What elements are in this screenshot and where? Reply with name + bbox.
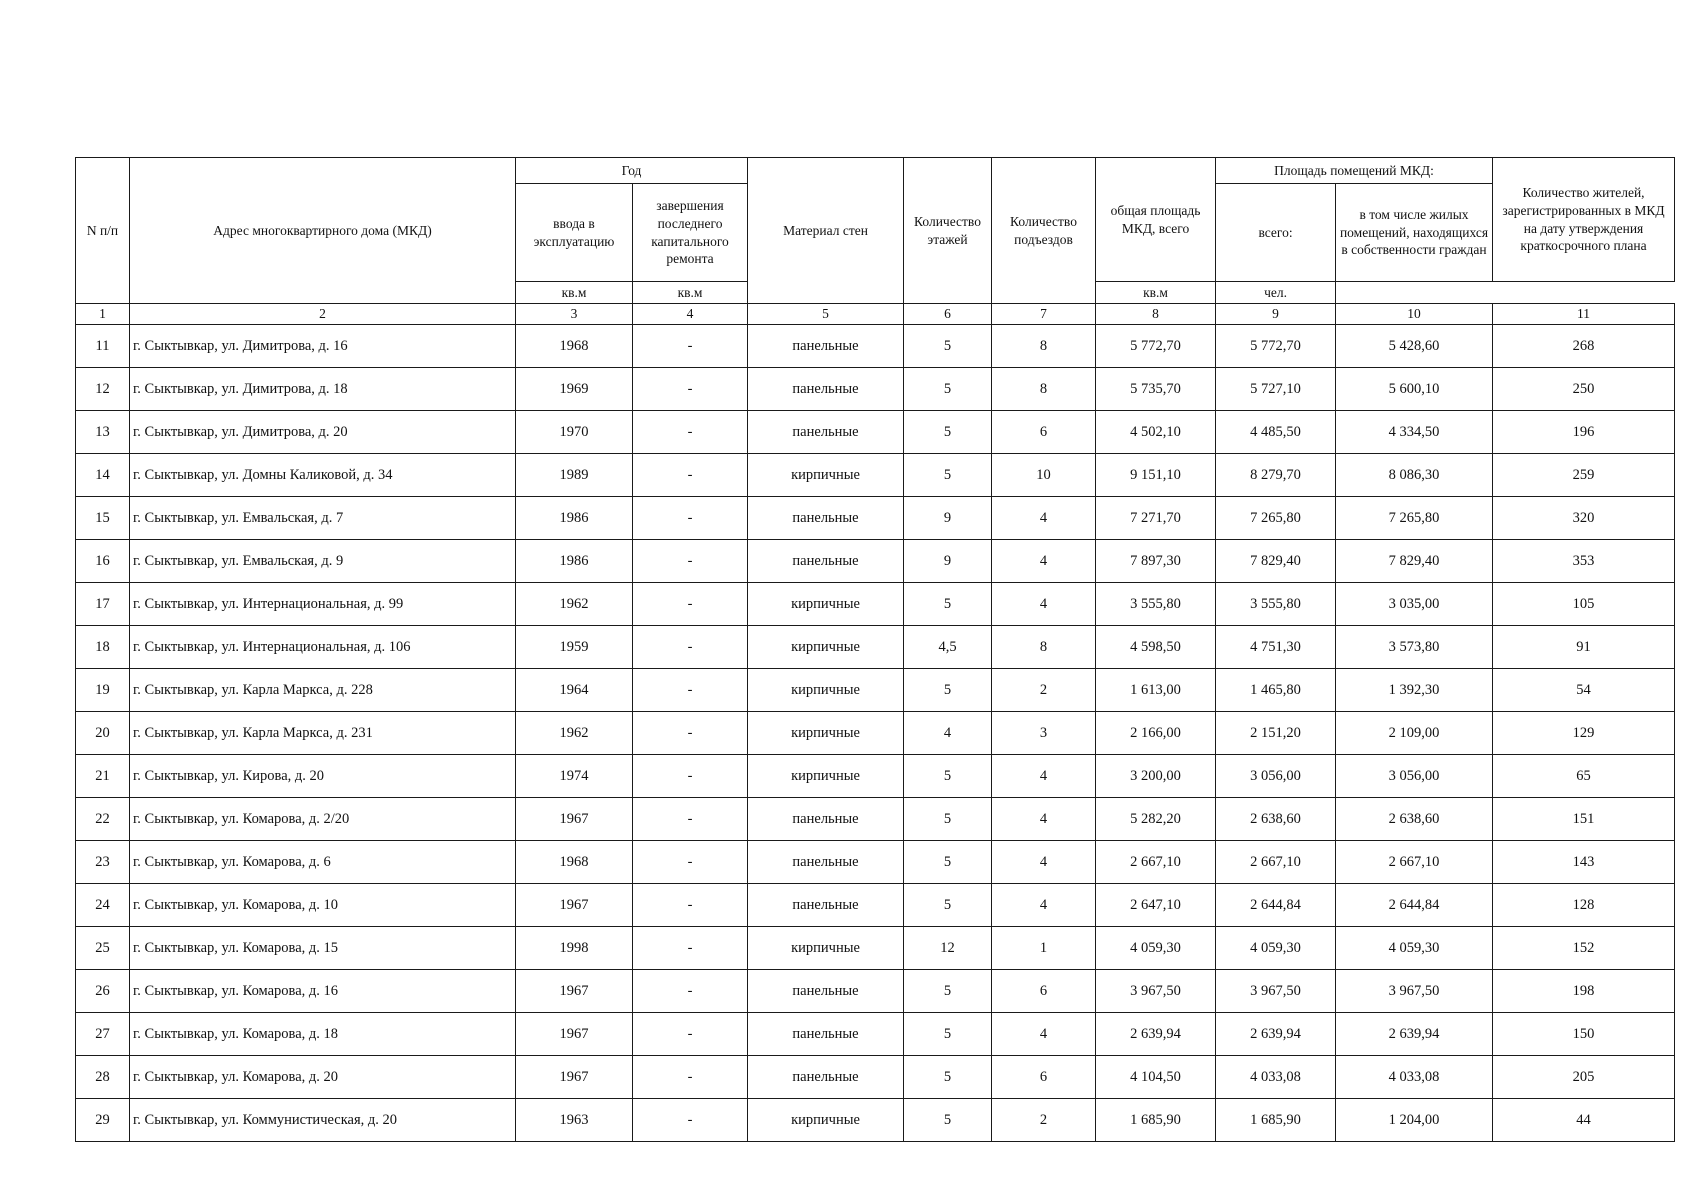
total-area-cell: 7 897,30 <box>1096 540 1216 583</box>
year-commission-cell: 1963 <box>516 1099 633 1142</box>
residents-cell: 320 <box>1493 497 1675 540</box>
address-cell: г. Сыктывкар, ул. Комарова, д. 18 <box>130 1013 516 1056</box>
year-repair-cell: - <box>633 884 748 927</box>
column-number: 3 <box>516 304 633 325</box>
floors-cell: 4,5 <box>904 626 992 669</box>
entrances-cell: 6 <box>992 970 1096 1013</box>
column-number: 11 <box>1493 304 1675 325</box>
year-commission-cell: 1968 <box>516 325 633 368</box>
year-commission-cell: 1970 <box>516 411 633 454</box>
residents-cell: 353 <box>1493 540 1675 583</box>
total-area-cell: 3 555,80 <box>1096 583 1216 626</box>
column-number: 5 <box>748 304 904 325</box>
year-repair-cell: - <box>633 1056 748 1099</box>
year-commission-cell: 1998 <box>516 927 633 970</box>
address-cell: г. Сыктывкар, ул. Интернациональная, д. 106 <box>130 626 516 669</box>
floors-cell: 5 <box>904 368 992 411</box>
year-repair-cell: - <box>633 841 748 884</box>
material-cell: панельные <box>748 884 904 927</box>
table-row <box>76 884 1675 927</box>
header-residents: Количество жителей, зарегистрированных в МКД на дату утверждения краткосрочного плана <box>1493 158 1675 282</box>
year-repair-cell: - <box>633 583 748 626</box>
floors-cell: 4 <box>904 712 992 755</box>
entrances-cell: 6 <box>992 411 1096 454</box>
premises-total-cell: 4 059,30 <box>1216 927 1336 970</box>
column-number: 4 <box>633 304 748 325</box>
premises-residential-cell: 3 056,00 <box>1336 755 1493 798</box>
material-cell: панельные <box>748 368 904 411</box>
header-total-area: общая площадь МКД, всего <box>1096 158 1216 282</box>
premises-residential-cell: 5 600,10 <box>1336 368 1493 411</box>
total-area-cell: 1 613,00 <box>1096 669 1216 712</box>
premises-total-cell: 4 485,50 <box>1216 411 1336 454</box>
unit-total-area: кв.м <box>516 282 633 304</box>
year-repair-cell: - <box>633 368 748 411</box>
year-commission-cell: 1967 <box>516 1013 633 1056</box>
row-number-cell: 18 <box>76 626 130 669</box>
table-body <box>76 325 1675 1142</box>
floors-cell: 5 <box>904 583 992 626</box>
table-row <box>76 411 1675 454</box>
floors-cell: 5 <box>904 798 992 841</box>
premises-residential-cell: 1 392,30 <box>1336 669 1493 712</box>
premises-total-cell: 2 151,20 <box>1216 712 1336 755</box>
floors-cell: 9 <box>904 497 992 540</box>
floors-cell: 12 <box>904 927 992 970</box>
floors-cell: 5 <box>904 841 992 884</box>
row-number-cell: 22 <box>76 798 130 841</box>
year-commission-cell: 1967 <box>516 798 633 841</box>
total-area-cell: 4 598,50 <box>1096 626 1216 669</box>
premises-total-cell: 1 685,90 <box>1216 1099 1336 1142</box>
column-number: 2 <box>130 304 516 325</box>
premises-total-cell: 3 555,80 <box>1216 583 1336 626</box>
table-row <box>76 497 1675 540</box>
floors-cell: 5 <box>904 454 992 497</box>
year-repair-cell: - <box>633 411 748 454</box>
residents-cell: 152 <box>1493 927 1675 970</box>
premises-residential-cell: 4 033,08 <box>1336 1056 1493 1099</box>
material-cell: панельные <box>748 497 904 540</box>
year-repair-cell: - <box>633 325 748 368</box>
year-repair-cell: - <box>633 755 748 798</box>
premises-residential-cell: 8 086,30 <box>1336 454 1493 497</box>
header-material: Материал стен <box>748 158 904 304</box>
premises-total-cell: 5 727,10 <box>1216 368 1336 411</box>
year-commission-cell: 1967 <box>516 884 633 927</box>
premises-total-cell: 8 279,70 <box>1216 454 1336 497</box>
year-repair-cell: - <box>633 712 748 755</box>
address-cell: г. Сыктывкар, ул. Комарова, д. 10 <box>130 884 516 927</box>
header-floors: Количество этажей <box>904 158 992 304</box>
total-area-cell: 5 735,70 <box>1096 368 1216 411</box>
year-commission-cell: 1968 <box>516 841 633 884</box>
floors-cell: 5 <box>904 884 992 927</box>
column-number: 8 <box>1096 304 1216 325</box>
row-number-cell: 17 <box>76 583 130 626</box>
residents-cell: 205 <box>1493 1056 1675 1099</box>
address-cell: г. Сыктывкар, ул. Емвальская, д. 9 <box>130 540 516 583</box>
material-cell: кирпичные <box>748 927 904 970</box>
column-number: 9 <box>1216 304 1336 325</box>
row-number-cell: 27 <box>76 1013 130 1056</box>
table-row <box>76 583 1675 626</box>
row-number-cell: 11 <box>76 325 130 368</box>
residents-cell: 44 <box>1493 1099 1675 1142</box>
year-commission-cell: 1969 <box>516 368 633 411</box>
table-row <box>76 927 1675 970</box>
premises-residential-cell: 5 428,60 <box>1336 325 1493 368</box>
material-cell: панельные <box>748 1013 904 1056</box>
premises-total-cell: 3 056,00 <box>1216 755 1336 798</box>
premises-total-cell: 4 751,30 <box>1216 626 1336 669</box>
material-cell: панельные <box>748 325 904 368</box>
year-repair-cell: - <box>633 927 748 970</box>
premises-residential-cell: 2 639,94 <box>1336 1013 1493 1056</box>
year-commission-cell: 1989 <box>516 454 633 497</box>
table-row <box>76 325 1675 368</box>
address-cell: г. Сыктывкар, ул. Комарова, д. 20 <box>130 1056 516 1099</box>
table-row <box>76 841 1675 884</box>
residents-cell: 91 <box>1493 626 1675 669</box>
premises-residential-cell: 3 035,00 <box>1336 583 1493 626</box>
header-year: Год <box>516 158 748 184</box>
row-number-cell: 23 <box>76 841 130 884</box>
total-area-cell: 2 647,10 <box>1096 884 1216 927</box>
premises-residential-cell: 3 967,50 <box>1336 970 1493 1013</box>
year-repair-cell: - <box>633 497 748 540</box>
header-premises-residential: в том числе жилых помещений, находящихся в собственности граждан <box>1336 184 1493 282</box>
floors-cell: 5 <box>904 325 992 368</box>
address-cell: г. Сыктывкар, ул. Коммунистическая, д. 20 <box>130 1099 516 1142</box>
row-number-cell: 14 <box>76 454 130 497</box>
year-repair-cell: - <box>633 626 748 669</box>
column-number: 10 <box>1336 304 1493 325</box>
row-number-cell: 16 <box>76 540 130 583</box>
total-area-cell: 5 772,70 <box>1096 325 1216 368</box>
entrances-cell: 4 <box>992 798 1096 841</box>
residents-cell: 198 <box>1493 970 1675 1013</box>
material-cell: панельные <box>748 798 904 841</box>
entrances-cell: 3 <box>992 712 1096 755</box>
year-commission-cell: 1962 <box>516 583 633 626</box>
material-cell: кирпичные <box>748 583 904 626</box>
premises-total-cell: 7 829,40 <box>1216 540 1336 583</box>
table-row <box>76 368 1675 411</box>
residents-cell: 150 <box>1493 1013 1675 1056</box>
material-cell: кирпичные <box>748 669 904 712</box>
premises-residential-cell: 2 109,00 <box>1336 712 1493 755</box>
table-row <box>76 669 1675 712</box>
floors-cell: 5 <box>904 755 992 798</box>
floors-cell: 5 <box>904 1013 992 1056</box>
entrances-cell: 8 <box>992 368 1096 411</box>
table-row <box>76 454 1675 497</box>
year-commission-cell: 1962 <box>516 712 633 755</box>
residents-cell: 259 <box>1493 454 1675 497</box>
table-row <box>76 755 1675 798</box>
residents-cell: 65 <box>1493 755 1675 798</box>
premises-residential-cell: 1 204,00 <box>1336 1099 1493 1142</box>
residents-cell: 129 <box>1493 712 1675 755</box>
header-premises-total: всего: <box>1216 184 1336 282</box>
address-cell: г. Сыктывкар, ул. Карла Маркса, д. 228 <box>130 669 516 712</box>
table-row <box>76 798 1675 841</box>
row-number-cell: 12 <box>76 368 130 411</box>
premises-residential-cell: 3 573,80 <box>1336 626 1493 669</box>
unit-premises-residential: кв.м <box>1096 282 1216 304</box>
entrances-cell: 8 <box>992 325 1096 368</box>
address-cell: г. Сыктывкар, ул. Интернациональная, д. 99 <box>130 583 516 626</box>
entrances-cell: 10 <box>992 454 1096 497</box>
year-commission-cell: 1967 <box>516 970 633 1013</box>
address-cell: г. Сыктывкар, ул. Димитрова, д. 16 <box>130 325 516 368</box>
premises-residential-cell: 2 644,84 <box>1336 884 1493 927</box>
year-repair-cell: - <box>633 540 748 583</box>
year-repair-cell: - <box>633 669 748 712</box>
address-cell: г. Сыктывкар, ул. Кирова, д. 20 <box>130 755 516 798</box>
floors-cell: 5 <box>904 1056 992 1099</box>
premises-total-cell: 4 033,08 <box>1216 1056 1336 1099</box>
total-area-cell: 2 667,10 <box>1096 841 1216 884</box>
table-header <box>76 158 1675 325</box>
table-row <box>76 626 1675 669</box>
entrances-cell: 4 <box>992 1013 1096 1056</box>
year-commission-cell: 1959 <box>516 626 633 669</box>
premises-total-cell: 2 638,60 <box>1216 798 1336 841</box>
premises-total-cell: 2 667,10 <box>1216 841 1336 884</box>
column-number: 7 <box>992 304 1096 325</box>
entrances-cell: 2 <box>992 669 1096 712</box>
material-cell: кирпичные <box>748 1099 904 1142</box>
unit-residents: чел. <box>1216 282 1336 304</box>
total-area-cell: 3 200,00 <box>1096 755 1216 798</box>
total-area-cell: 4 502,10 <box>1096 411 1216 454</box>
address-cell: г. Сыктывкар, ул. Емвальская, д. 7 <box>130 497 516 540</box>
entrances-cell: 4 <box>992 841 1096 884</box>
residents-cell: 268 <box>1493 325 1675 368</box>
row-number-cell: 29 <box>76 1099 130 1142</box>
year-commission-cell: 1986 <box>516 497 633 540</box>
row-number-cell: 25 <box>76 927 130 970</box>
premises-total-cell: 3 967,50 <box>1216 970 1336 1013</box>
material-cell: кирпичные <box>748 755 904 798</box>
year-commission-cell: 1964 <box>516 669 633 712</box>
residents-cell: 128 <box>1493 884 1675 927</box>
row-number-cell: 19 <box>76 669 130 712</box>
column-number: 1 <box>76 304 130 325</box>
premises-total-cell: 2 639,94 <box>1216 1013 1336 1056</box>
address-cell: г. Сыктывкар, ул. Карла Маркса, д. 231 <box>130 712 516 755</box>
column-number: 6 <box>904 304 992 325</box>
address-cell: г. Сыктывкар, ул. Комарова, д. 2/20 <box>130 798 516 841</box>
table-row <box>76 1099 1675 1142</box>
material-cell: панельные <box>748 411 904 454</box>
entrances-cell: 6 <box>992 1056 1096 1099</box>
table-row <box>76 1056 1675 1099</box>
floors-cell: 5 <box>904 970 992 1013</box>
premises-residential-cell: 7 829,40 <box>1336 540 1493 583</box>
entrances-cell: 2 <box>992 1099 1096 1142</box>
premises-total-cell: 1 465,80 <box>1216 669 1336 712</box>
year-commission-cell: 1986 <box>516 540 633 583</box>
floors-cell: 9 <box>904 540 992 583</box>
floors-cell: 5 <box>904 1099 992 1142</box>
premises-residential-cell: 7 265,80 <box>1336 497 1493 540</box>
premises-residential-cell: 2 667,10 <box>1336 841 1493 884</box>
year-repair-cell: - <box>633 1013 748 1056</box>
residents-cell: 105 <box>1493 583 1675 626</box>
total-area-cell: 4 104,50 <box>1096 1056 1216 1099</box>
material-cell: кирпичные <box>748 712 904 755</box>
year-commission-cell: 1967 <box>516 1056 633 1099</box>
table-row <box>76 540 1675 583</box>
entrances-cell: 4 <box>992 497 1096 540</box>
year-repair-cell: - <box>633 1099 748 1142</box>
material-cell: кирпичные <box>748 454 904 497</box>
address-cell: г. Сыктывкар, ул. Димитрова, д. 18 <box>130 368 516 411</box>
year-repair-cell: - <box>633 798 748 841</box>
entrances-cell: 1 <box>992 927 1096 970</box>
premises-residential-cell: 2 638,60 <box>1336 798 1493 841</box>
total-area-cell: 7 271,70 <box>1096 497 1216 540</box>
header-address: Адрес многоквартирного дома (МКД) <box>130 158 516 304</box>
premises-total-cell: 2 644,84 <box>1216 884 1336 927</box>
entrances-cell: 8 <box>992 626 1096 669</box>
premises-residential-cell: 4 059,30 <box>1336 927 1493 970</box>
year-repair-cell: - <box>633 454 748 497</box>
residents-cell: 196 <box>1493 411 1675 454</box>
residents-cell: 143 <box>1493 841 1675 884</box>
premises-residential-cell: 4 334,50 <box>1336 411 1493 454</box>
housing-register-table <box>75 157 1675 1142</box>
address-cell: г. Сыктывкар, ул. Комарова, д. 15 <box>130 927 516 970</box>
total-area-cell: 5 282,20 <box>1096 798 1216 841</box>
table-row <box>76 970 1675 1013</box>
header-premises-area: Площадь помещений МКД: <box>1216 158 1493 184</box>
total-area-cell: 2 166,00 <box>1096 712 1216 755</box>
material-cell: панельные <box>748 841 904 884</box>
row-number-cell: 28 <box>76 1056 130 1099</box>
total-area-cell: 2 639,94 <box>1096 1013 1216 1056</box>
entrances-cell: 4 <box>992 884 1096 927</box>
year-repair-cell: - <box>633 970 748 1013</box>
unit-premises-total: кв.м <box>633 282 748 304</box>
address-cell: г. Сыктывкар, ул. Комарова, д. 6 <box>130 841 516 884</box>
header-year-commission: ввода в эксплуатацию <box>516 184 633 282</box>
header-n: N п/п <box>76 158 130 304</box>
row-number-cell: 21 <box>76 755 130 798</box>
premises-total-cell: 5 772,70 <box>1216 325 1336 368</box>
total-area-cell: 4 059,30 <box>1096 927 1216 970</box>
total-area-cell: 1 685,90 <box>1096 1099 1216 1142</box>
premises-total-cell: 7 265,80 <box>1216 497 1336 540</box>
total-area-cell: 9 151,10 <box>1096 454 1216 497</box>
row-number-cell: 26 <box>76 970 130 1013</box>
address-cell: г. Сыктывкар, ул. Димитрова, д. 20 <box>130 411 516 454</box>
address-cell: г. Сыктывкар, ул. Комарова, д. 16 <box>130 970 516 1013</box>
table-row <box>76 712 1675 755</box>
row-number-cell: 15 <box>76 497 130 540</box>
row-number-cell: 20 <box>76 712 130 755</box>
entrances-cell: 4 <box>992 583 1096 626</box>
material-cell: панельные <box>748 970 904 1013</box>
header-year-repair: завершения последнего капитального ремонта <box>633 184 748 282</box>
residents-cell: 250 <box>1493 368 1675 411</box>
material-cell: кирпичные <box>748 626 904 669</box>
entrances-cell: 4 <box>992 755 1096 798</box>
material-cell: панельные <box>748 540 904 583</box>
residents-cell: 151 <box>1493 798 1675 841</box>
material-cell: панельные <box>748 1056 904 1099</box>
total-area-cell: 3 967,50 <box>1096 970 1216 1013</box>
address-cell: г. Сыктывкар, ул. Домны Каликовой, д. 34 <box>130 454 516 497</box>
header-entrances: Количество подъездов <box>992 158 1096 304</box>
floors-cell: 5 <box>904 411 992 454</box>
table-row <box>76 1013 1675 1056</box>
floors-cell: 5 <box>904 669 992 712</box>
year-commission-cell: 1974 <box>516 755 633 798</box>
entrances-cell: 4 <box>992 540 1096 583</box>
residents-cell: 54 <box>1493 669 1675 712</box>
row-number-cell: 24 <box>76 884 130 927</box>
row-number-cell: 13 <box>76 411 130 454</box>
